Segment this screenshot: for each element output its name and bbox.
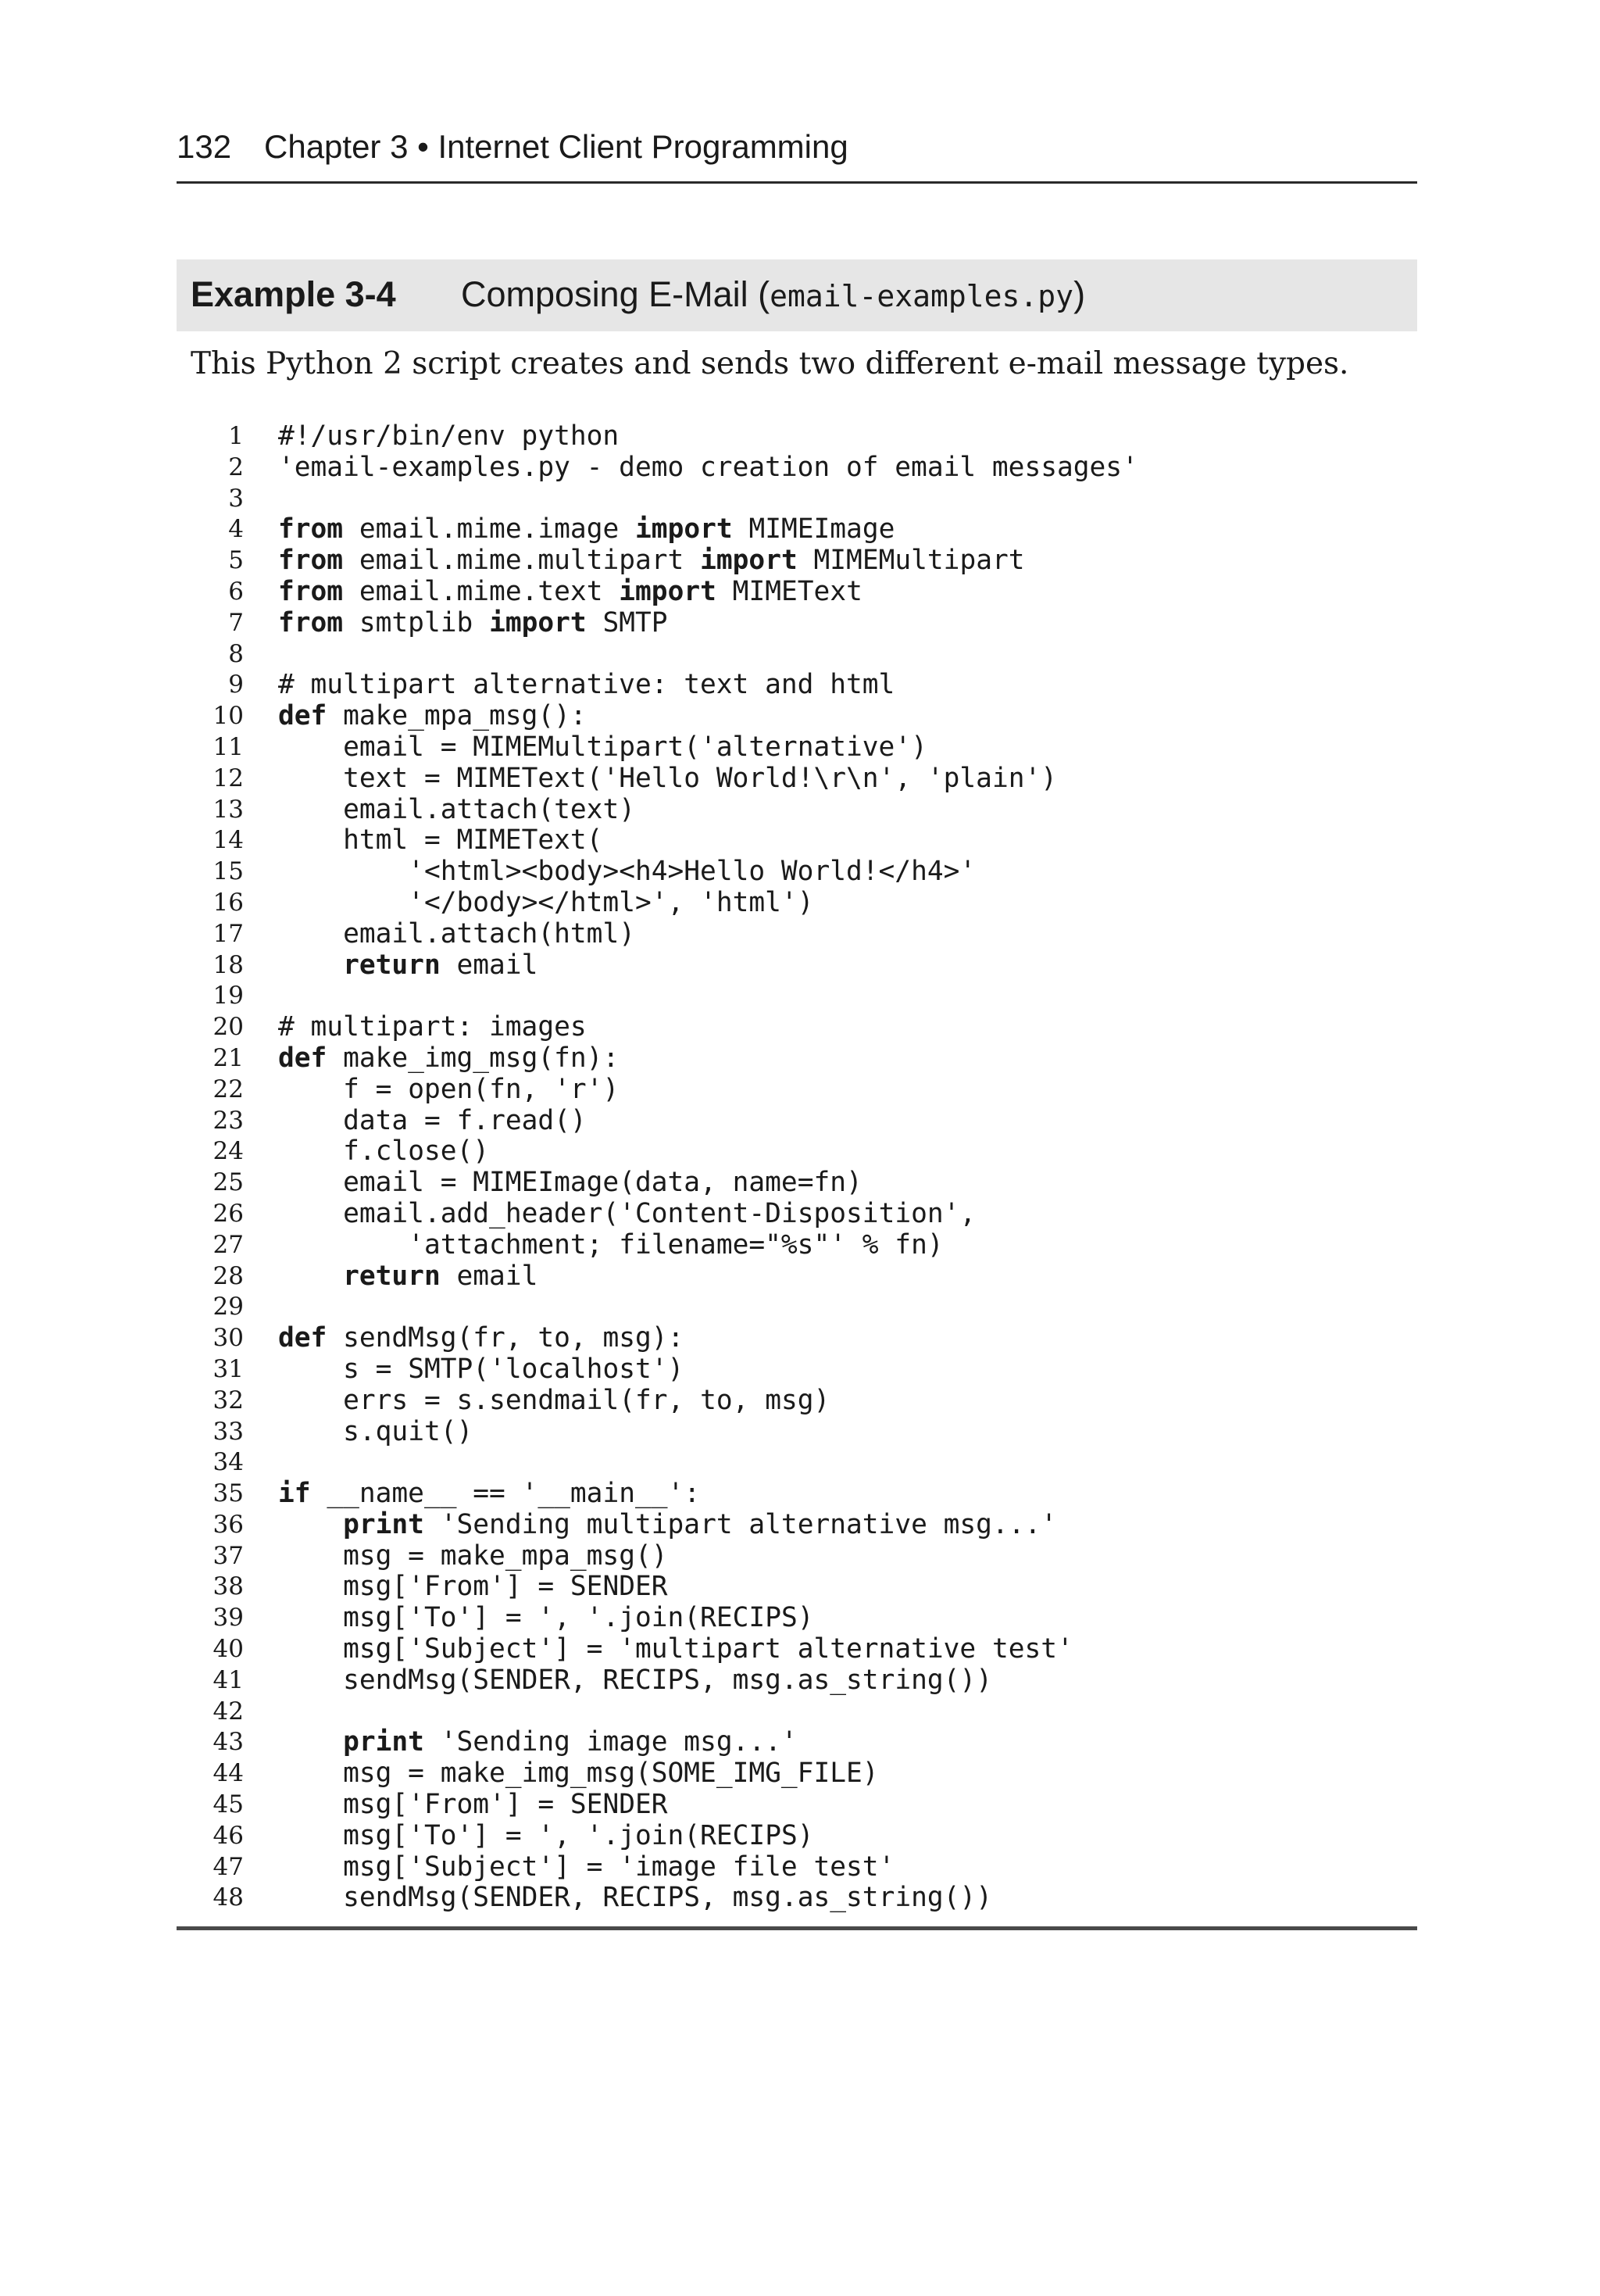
- code-line: [177, 639, 1417, 671]
- line-number: 14: [212, 826, 244, 855]
- line-code: '<html><body><h4>Hello World!</h4>': [408, 856, 977, 888]
- line-code: from email.mime.image import MIMEImage: [278, 513, 895, 545]
- code-line: [177, 1447, 1417, 1479]
- code-line: [177, 857, 1417, 888]
- line-code: email.add_header('Content-Disposition',: [343, 1197, 977, 1229]
- code-line: [177, 1199, 1417, 1230]
- line-code: # multipart alternative: text and html: [278, 669, 895, 701]
- line-number: 35: [212, 1479, 244, 1508]
- code-line: [177, 514, 1417, 545]
- line-code: sendMsg(SENDER, RECIPS, msg.as_string()): [343, 1664, 992, 1696]
- line-code: email = MIMEMultipart('alternative'): [343, 731, 927, 763]
- code-line: [177, 1479, 1417, 1510]
- line-number: 8: [228, 639, 244, 668]
- line-number: 44: [212, 1759, 244, 1788]
- line-number: 40: [212, 1635, 244, 1664]
- running-head-title: Chapter 3 • Internet Client Programming: [264, 128, 848, 165]
- code-line: [177, 981, 1417, 1012]
- line-number: 5: [228, 546, 244, 575]
- line-number: 11: [212, 732, 244, 761]
- line-code: def sendMsg(fr, to, msg):: [278, 1322, 684, 1354]
- line-code: data = f.read(): [343, 1104, 587, 1136]
- line-number: 25: [212, 1168, 244, 1197]
- code-line: [177, 421, 1417, 452]
- line-number: 30: [212, 1324, 244, 1353]
- code-line: [177, 1758, 1417, 1790]
- code-line: [177, 1883, 1417, 1914]
- line-code: # multipart: images: [278, 1011, 587, 1043]
- code-line: [177, 1852, 1417, 1883]
- line-number: 37: [212, 1541, 244, 1570]
- listing-bottom-rule: [177, 1926, 1417, 1930]
- example-title: [461, 270, 1085, 320]
- code-line: [177, 1665, 1417, 1697]
- line-code: msg = make_mpa_msg(): [343, 1540, 668, 1572]
- code-line: [177, 1541, 1417, 1572]
- code-line: [177, 919, 1417, 950]
- line-number: 32: [212, 1386, 244, 1414]
- code-line: [177, 1417, 1417, 1448]
- line-number: 39: [212, 1604, 244, 1633]
- line-code: html = MIMEText(: [343, 824, 603, 857]
- code-line: [177, 1292, 1417, 1323]
- line-number: 6: [228, 577, 244, 606]
- line-code: return email: [343, 1260, 538, 1292]
- code-line: [177, 1821, 1417, 1852]
- code-line: [177, 888, 1417, 919]
- line-code: #!/usr/bin/env python: [278, 420, 620, 452]
- line-code: from smtplib import SMTP: [278, 606, 668, 638]
- line-code: msg['From'] = SENDER: [343, 1789, 668, 1821]
- line-code: 'attachment; filename="%s"' % fn): [408, 1228, 944, 1261]
- line-number: 22: [212, 1075, 244, 1103]
- line-number: 12: [212, 764, 244, 792]
- line-number: 17: [212, 919, 244, 948]
- code-line: [177, 1354, 1417, 1386]
- line-code: print 'Sending image msg...': [343, 1726, 798, 1758]
- line-code: print 'Sending multipart alternative msg...': [343, 1508, 1058, 1540]
- line-number: 46: [212, 1821, 244, 1850]
- line-number: 10: [212, 702, 244, 731]
- running-header: [177, 119, 1417, 184]
- line-code: email.attach(text): [343, 793, 636, 825]
- code-line: [177, 1790, 1417, 1821]
- code-line: [177, 577, 1417, 608]
- line-code: sendMsg(SENDER, RECIPS, msg.as_string()): [343, 1882, 992, 1914]
- line-code: email.attach(html): [343, 917, 636, 950]
- code-line: [177, 1043, 1417, 1075]
- line-code: email = MIMEImage(data, name=fn): [343, 1167, 862, 1199]
- line-number: 38: [212, 1572, 244, 1601]
- line-number: 41: [212, 1665, 244, 1694]
- code-listing: [177, 421, 1417, 1914]
- code-line: [177, 1230, 1417, 1261]
- line-number: 31: [212, 1354, 244, 1383]
- example-label: Example 3-4: [191, 274, 396, 314]
- line-code: f.close(): [343, 1135, 490, 1168]
- line-number: 33: [212, 1417, 244, 1446]
- line-code: msg['To'] = ', '.join(RECIPS): [343, 1602, 814, 1634]
- line-number: 13: [212, 795, 244, 824]
- code-line: [177, 1603, 1417, 1634]
- code-line: [177, 795, 1417, 826]
- code-line: [177, 1075, 1417, 1106]
- line-number: 3: [228, 484, 244, 513]
- page-number: 132: [177, 128, 232, 165]
- example-title-text: Composing E-Mail (: [461, 274, 770, 314]
- line-number: 42: [212, 1697, 244, 1726]
- line-number: 45: [212, 1790, 244, 1819]
- line-number: 2: [228, 452, 244, 481]
- code-line: [177, 670, 1417, 701]
- line-code: if __name__ == '__main__':: [278, 1478, 701, 1510]
- line-number: 19: [212, 982, 244, 1010]
- line-code: from email.mime.multipart import MIMEMultipart: [278, 545, 1025, 577]
- example-filename: email-examples.py: [770, 279, 1074, 313]
- line-code: def make_img_msg(fn):: [278, 1042, 620, 1074]
- line-number: 16: [212, 888, 244, 917]
- code-line: [177, 1323, 1417, 1354]
- line-number: 23: [212, 1106, 244, 1135]
- code-line: [177, 1697, 1417, 1728]
- code-line: [177, 825, 1417, 857]
- code-line: [177, 1168, 1417, 1199]
- line-code: msg['To'] = ', '.join(RECIPS): [343, 1819, 814, 1851]
- line-code: msg['Subject'] = 'multipart alternative test': [343, 1633, 1073, 1665]
- line-number: 4: [228, 515, 244, 544]
- line-number: 20: [212, 1013, 244, 1042]
- code-line: [177, 950, 1417, 982]
- line-number: 24: [212, 1137, 244, 1166]
- line-number: 18: [212, 950, 244, 979]
- code-line: [177, 1572, 1417, 1603]
- line-number: 9: [228, 671, 244, 699]
- line-code: s.quit(): [343, 1415, 473, 1447]
- line-number: 26: [212, 1199, 244, 1228]
- example-caption: This Python 2 script creates and sends two different e-mail message types.: [191, 346, 1349, 381]
- line-code: text = MIMEText('Hello World!\r\n', 'plain'): [343, 762, 1058, 794]
- line-code: f = open(fn, 'r'): [343, 1073, 620, 1105]
- line-number: 43: [212, 1728, 244, 1757]
- line-code: msg['Subject'] = 'image file test': [343, 1851, 895, 1883]
- code-line: [177, 452, 1417, 484]
- example-heading-bar: [177, 259, 1417, 331]
- line-code: msg['From'] = SENDER: [343, 1571, 668, 1603]
- line-number: 48: [212, 1883, 244, 1912]
- line-code: '</body></html>', 'html'): [408, 886, 814, 918]
- code-line: [177, 1727, 1417, 1758]
- line-number: 7: [228, 608, 244, 637]
- code-line: [177, 1261, 1417, 1293]
- line-number: 34: [212, 1448, 244, 1477]
- line-code: s = SMTP('localhost'): [343, 1353, 684, 1385]
- line-number: 27: [212, 1230, 244, 1259]
- line-number: 15: [212, 857, 244, 886]
- line-number: 21: [212, 1043, 244, 1072]
- line-code: errs = s.sendmail(fr, to, msg): [343, 1384, 830, 1416]
- example-title-close: ): [1073, 274, 1086, 314]
- code-line: [177, 1106, 1417, 1137]
- line-code: from email.mime.text import MIMEText: [278, 575, 862, 607]
- code-line: [177, 1634, 1417, 1665]
- code-line: [177, 764, 1417, 795]
- code-line: [177, 1136, 1417, 1168]
- code-line: [177, 484, 1417, 515]
- code-line: [177, 608, 1417, 639]
- code-line: [177, 1012, 1417, 1043]
- line-number: 29: [212, 1293, 244, 1321]
- code-line: [177, 1386, 1417, 1417]
- line-code: 'email-examples.py - demo creation of email messages': [278, 451, 1138, 483]
- code-line: [177, 545, 1417, 577]
- code-line: [177, 701, 1417, 732]
- code-line: [177, 732, 1417, 764]
- line-code: return email: [343, 949, 538, 981]
- line-number: 36: [212, 1510, 244, 1539]
- line-number: 47: [212, 1852, 244, 1881]
- line-code: msg = make_img_msg(SOME_IMG_FILE): [343, 1758, 879, 1790]
- line-number: 28: [212, 1261, 244, 1290]
- line-number: 1: [228, 422, 244, 450]
- line-code: def make_mpa_msg():: [278, 700, 587, 732]
- code-line: [177, 1510, 1417, 1541]
